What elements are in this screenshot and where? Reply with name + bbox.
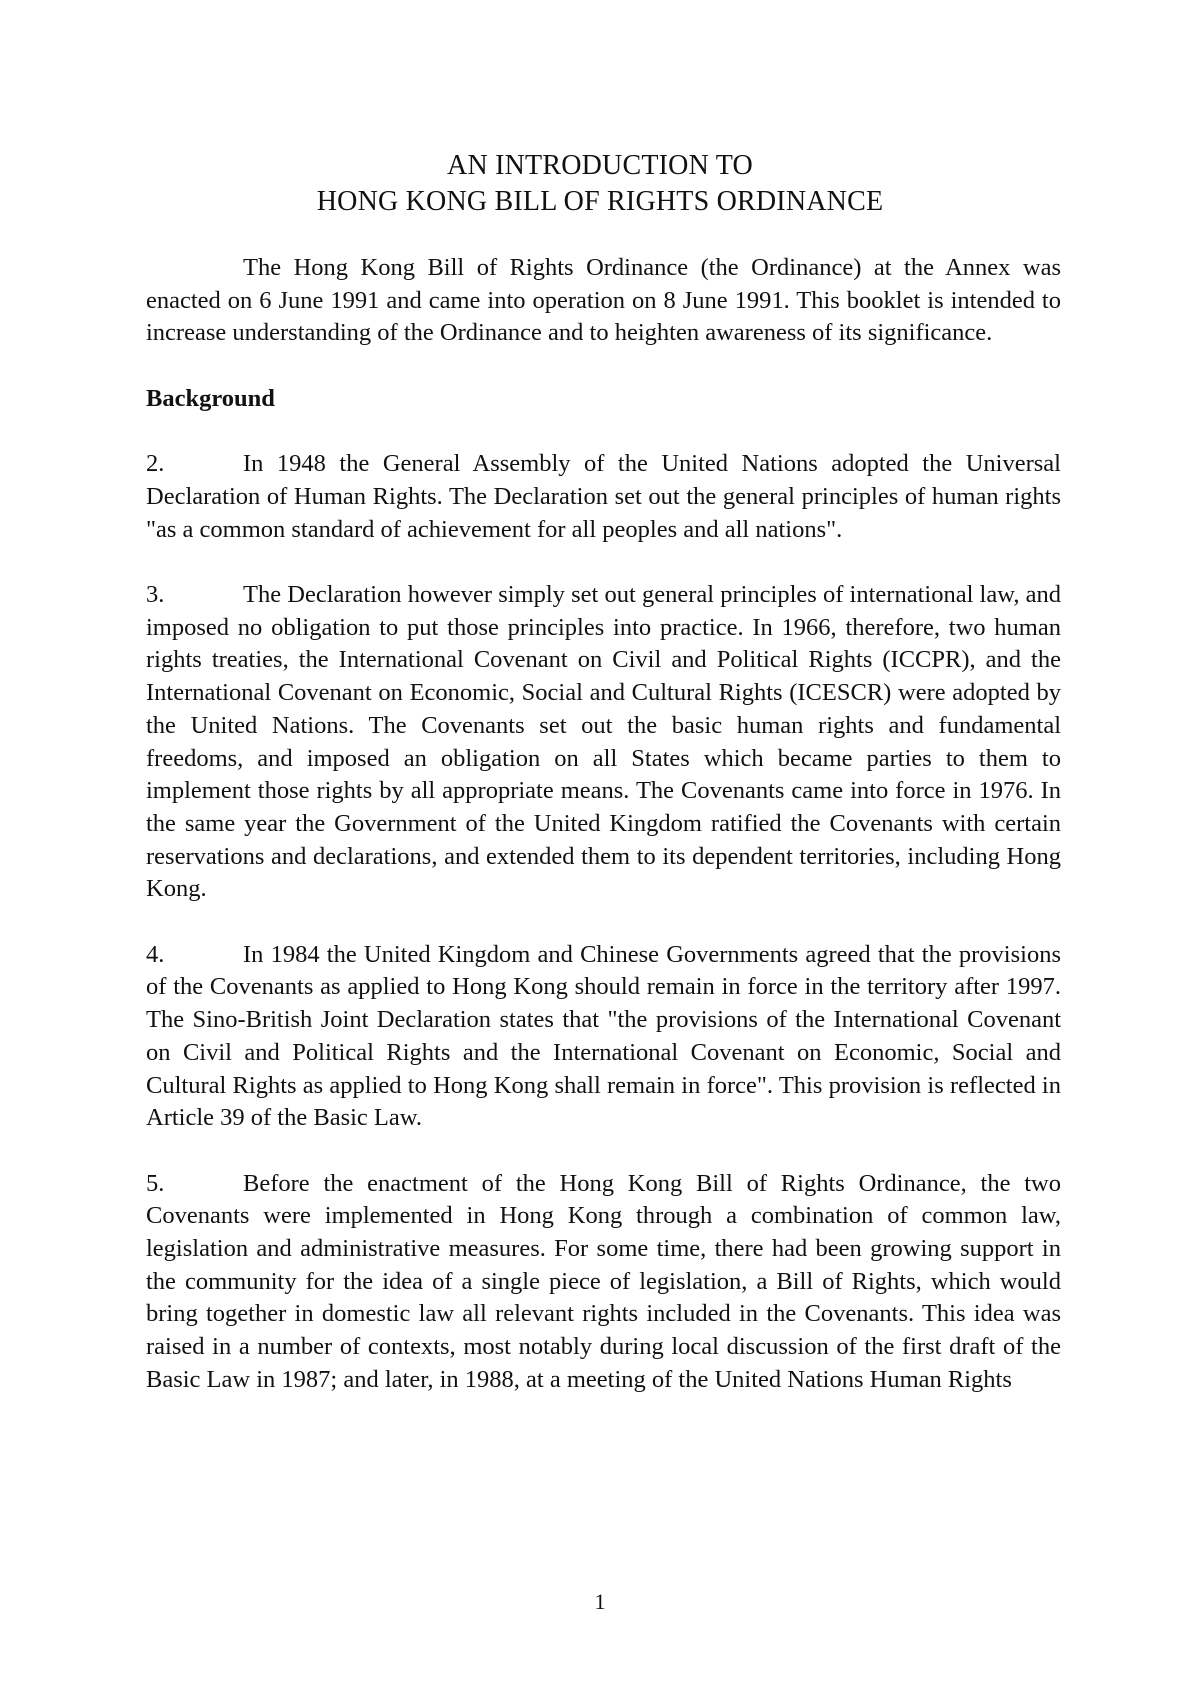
document-title	[0, 148, 1200, 220]
paragraph-text: Before the enactment of the Hong Kong Bill of Rights Ordinance, the two Covenants were implemented in Hong Kong through a combination of common law, legislation and administrative measures. For some time, there had been growing support in the community for the idea of a single piece of legislation, a Bill of Rights, which would bring together in domestic law all relevant rights included in the Covenants. This idea was raised in a number of contexts, most notably during local discussion of the first draft of the Basic Law in 1987; and later, in 1988, at a meeting of the United Nations Human Rights	[146, 1169, 1061, 1393]
intro-paragraph: The Hong Kong Bill of Rights Ordinance (the Ordinance) at the Annex was enacted on 6 June 1991 and came into operation on 8 June 1991. This booklet is intended to increase understanding of the Ordinance and to heighten awareness of its significance.	[146, 254, 1061, 347]
paragraph-number: 5.	[146, 1169, 165, 1197]
numbered-paragraph-4	[146, 939, 1061, 1135]
paragraph-number: 2.	[146, 450, 165, 478]
paragraph-text: The Declaration however simply set out general principles of international law, and imposed no obligation to put those principles into practice. In 1966, therefore, two human rights treaties, the International Covenant on Civil and Political Rights (ICCPR), and the International Covenant on Economic, Social and Cultural Rights (ICESCR) were adopted by the United Nations. The Covenants set out the basic human rights and fundamental freedoms, and imposed an obligation on all States which became parties to them to implement those rights by all appropriate means. The Covenants came into force in 1976. In the same year the Government of the United Kingdom ratified the Covenants with certain reservations and declarations, and extended them to its dependent territories, including Hong Kong.	[146, 580, 1061, 903]
title-line-2: HONG KONG BILL OF RIGHTS ORDINANCE	[316, 186, 884, 217]
paragraph-number: 3.	[146, 580, 165, 608]
numbered-paragraph-2	[146, 448, 1061, 546]
numbered-paragraph-5	[146, 1168, 1061, 1397]
document-body	[146, 252, 1061, 1429]
title-line-1: AN INTRODUCTION TO	[447, 150, 753, 181]
paragraph-number: 4.	[146, 940, 165, 968]
paragraph-text: In 1948 the General Assembly of the United Nations adopted the Universal Declaration of Human Rights. The Declaration set out the general principles of human rights "as a common standard of achievement for all peoples and all nations".	[146, 450, 1061, 543]
paragraph-text: In 1984 the United Kingdom and Chinese Governments agreed that the provisions of the Covenants as applied to Hong Kong should remain in force in the territory after 1997. The Sino-British Joint Declaration states that "the provisions of the International Covenant on Civil and Political Rights and the International Covenant on Economic, Social and Cultural Rights as applied to Hong Kong shall remain in force". This provision is reflected in Article 39 of the Basic Law.	[146, 940, 1061, 1132]
numbered-paragraph-3	[146, 579, 1061, 906]
section-heading-background: Background	[146, 384, 275, 412]
page-number: 1	[594, 1589, 606, 1614]
